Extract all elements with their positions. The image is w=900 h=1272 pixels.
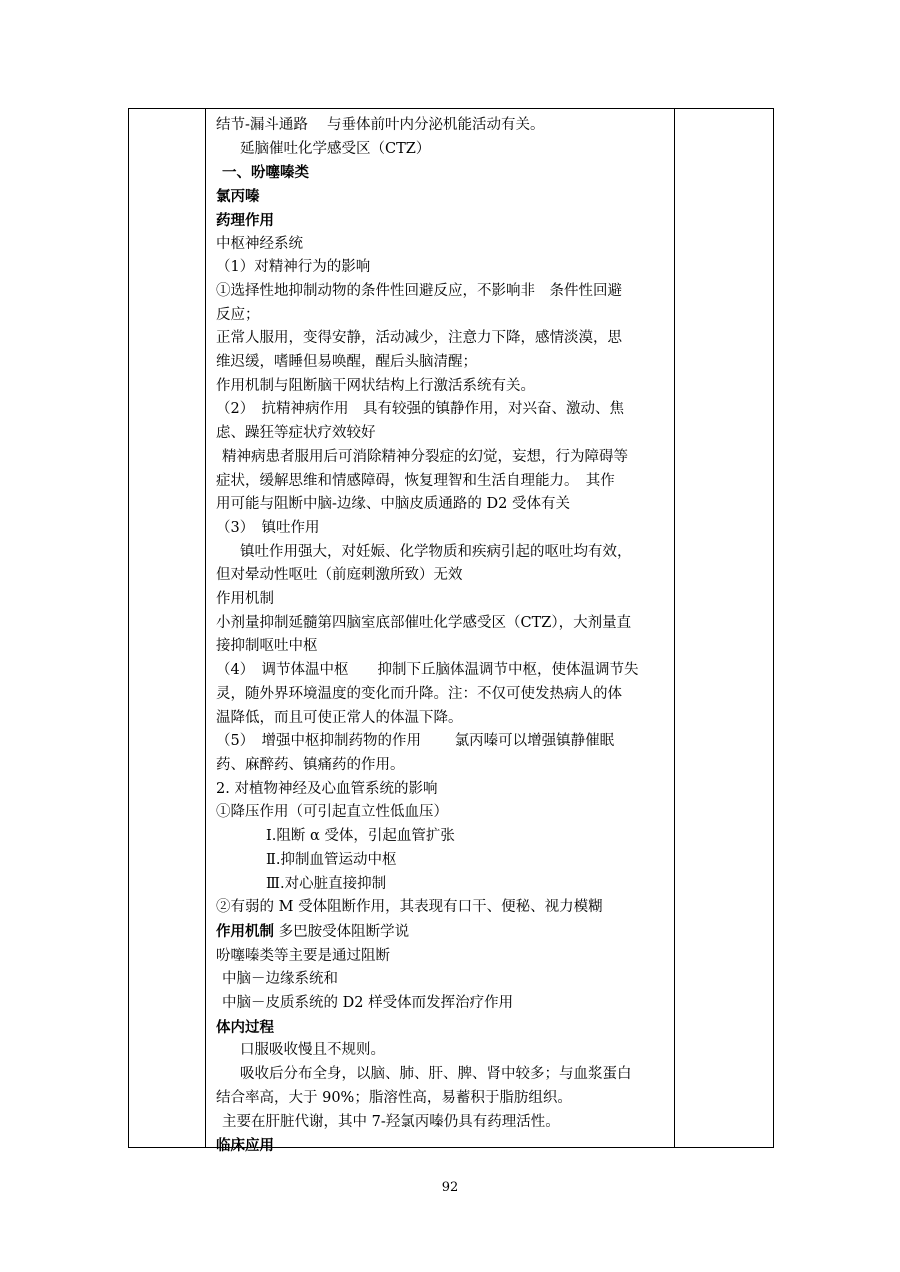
- text-line: 中枢神经系统: [216, 235, 303, 252]
- text-line: 作用机制: [216, 591, 274, 608]
- section-heading: 一、吩噻嗪类: [222, 164, 309, 182]
- text-line: 中脑－皮质系统的 D2 样受体而发挥治疗作用: [222, 995, 514, 1012]
- text-line: （2） 抗精神病作用 具有较强的镇静作用，对兴奋、激动、焦: [216, 401, 624, 418]
- subheading: 药理作用: [216, 211, 274, 229]
- text-line: 用可能与阻断中脑-边缘、中脑皮质通路的 D2 受体有关: [216, 496, 570, 513]
- text-line: （1）对精神行为的影响: [216, 259, 371, 276]
- text-line: 症状，缓解思维和情感障碍，恢复理智和生活自理能力。 其作: [216, 472, 615, 489]
- content-table: [128, 108, 774, 1155]
- drug-heading: 氯丙嗪: [216, 188, 260, 206]
- text-line: 精神病患者服用后可消除精神分裂症的幻觉，妄想，行为障碍等: [222, 448, 628, 465]
- column-divider-left: [205, 109, 206, 1147]
- text-line: [216, 920, 676, 945]
- text-line: 吸收后分布全身，以脑、肺、肝、脾、肾中较多；与血浆蛋白: [240, 1066, 632, 1083]
- text-line: 结节-漏斗通路 与垂体前叶内分泌机能活动有关。: [216, 117, 545, 133]
- text-line: 药、麻醉药、镇痛药的作用。: [216, 756, 405, 773]
- text-line: 反应；: [216, 306, 260, 323]
- text-line: 主要在肝脏代谢，其中 7-羟氯丙嗪仍具有药理活性。: [222, 1113, 560, 1130]
- text-line: 温降低，而且可使正常人的体温下降。: [216, 709, 463, 726]
- text-line: Ⅱ.抑制血管运动中枢: [266, 851, 397, 868]
- text-line: ①选择性地抑制动物的条件性回避反应，不影响非 条件性回避: [216, 282, 622, 299]
- text-line: 维迟缓，嗜睡但易唤醒，醒后头脑清醒；: [216, 354, 477, 371]
- mechanism-theory: 多巴胺受体阻断学说: [278, 923, 410, 940]
- text-line: （4） 调节体温中枢 抑制下丘脑体温调节中枢，使体温调节失: [216, 662, 639, 679]
- subheading: 体内过程: [216, 1018, 274, 1036]
- text-line: ②有弱的 M 受体阻断作用，其表现有口干、便秘、视力模糊: [216, 899, 603, 916]
- text-line: 2. 对植物神经及心血管系统的影响: [216, 780, 438, 797]
- page-number: 92: [441, 1180, 459, 1195]
- text-line: 作用机制与阻断脑干网状结构上行激活系统有关。: [216, 377, 535, 394]
- text-line: （5） 增强中枢抑制药物的作用 氯丙嗪可以增强镇静催眠: [216, 733, 615, 750]
- text-line: 镇吐作用强大，对妊娠、化学物质和疾病引起的呕吐均有效，: [240, 543, 632, 560]
- text-line: 小剂量抑制延髓第四脑室底部催吐化学感受区（CTZ），大剂量直: [216, 614, 632, 631]
- text-line: 延脑催吐化学感受区（CTZ）: [240, 140, 431, 157]
- mechanism-label: 作用机制: [216, 922, 274, 940]
- text-line: 口服吸收慢且不规则。: [240, 1042, 385, 1059]
- text-line: Ⅲ.对心脏直接抑制: [266, 875, 387, 892]
- text-line: Ⅰ.阻断 α 受体，引起血管扩张: [266, 828, 455, 845]
- text-line: 虑、躁狂等症状疗效较好: [216, 425, 376, 442]
- subheading: 临床应用: [216, 1137, 274, 1155]
- text-line: 灵，随外界环境温度的变化而升降。注：不仅可使发热病人的体: [216, 685, 622, 702]
- text-line: 结合率高，大于 90%；脂溶性高，易蓄积于脂肪组织。: [216, 1089, 572, 1106]
- text-line: 吩噻嗪类等主要是通过阻断: [216, 947, 390, 964]
- text-line: （3） 镇吐作用: [216, 519, 320, 536]
- text-line: 中脑－边缘系统和: [222, 971, 338, 988]
- text-line: 但对晕动性呕吐（前庭刺激所致）无效: [216, 567, 463, 584]
- table-content-cell: [216, 114, 676, 1158]
- text-line: 接抑制呕吐中枢: [216, 638, 318, 655]
- text-line: ①降压作用（可引起直立性低血压）: [216, 804, 448, 821]
- text-line: 正常人服用，变得安静，活动减少，注意力下降，感情淡漠，思: [216, 330, 622, 347]
